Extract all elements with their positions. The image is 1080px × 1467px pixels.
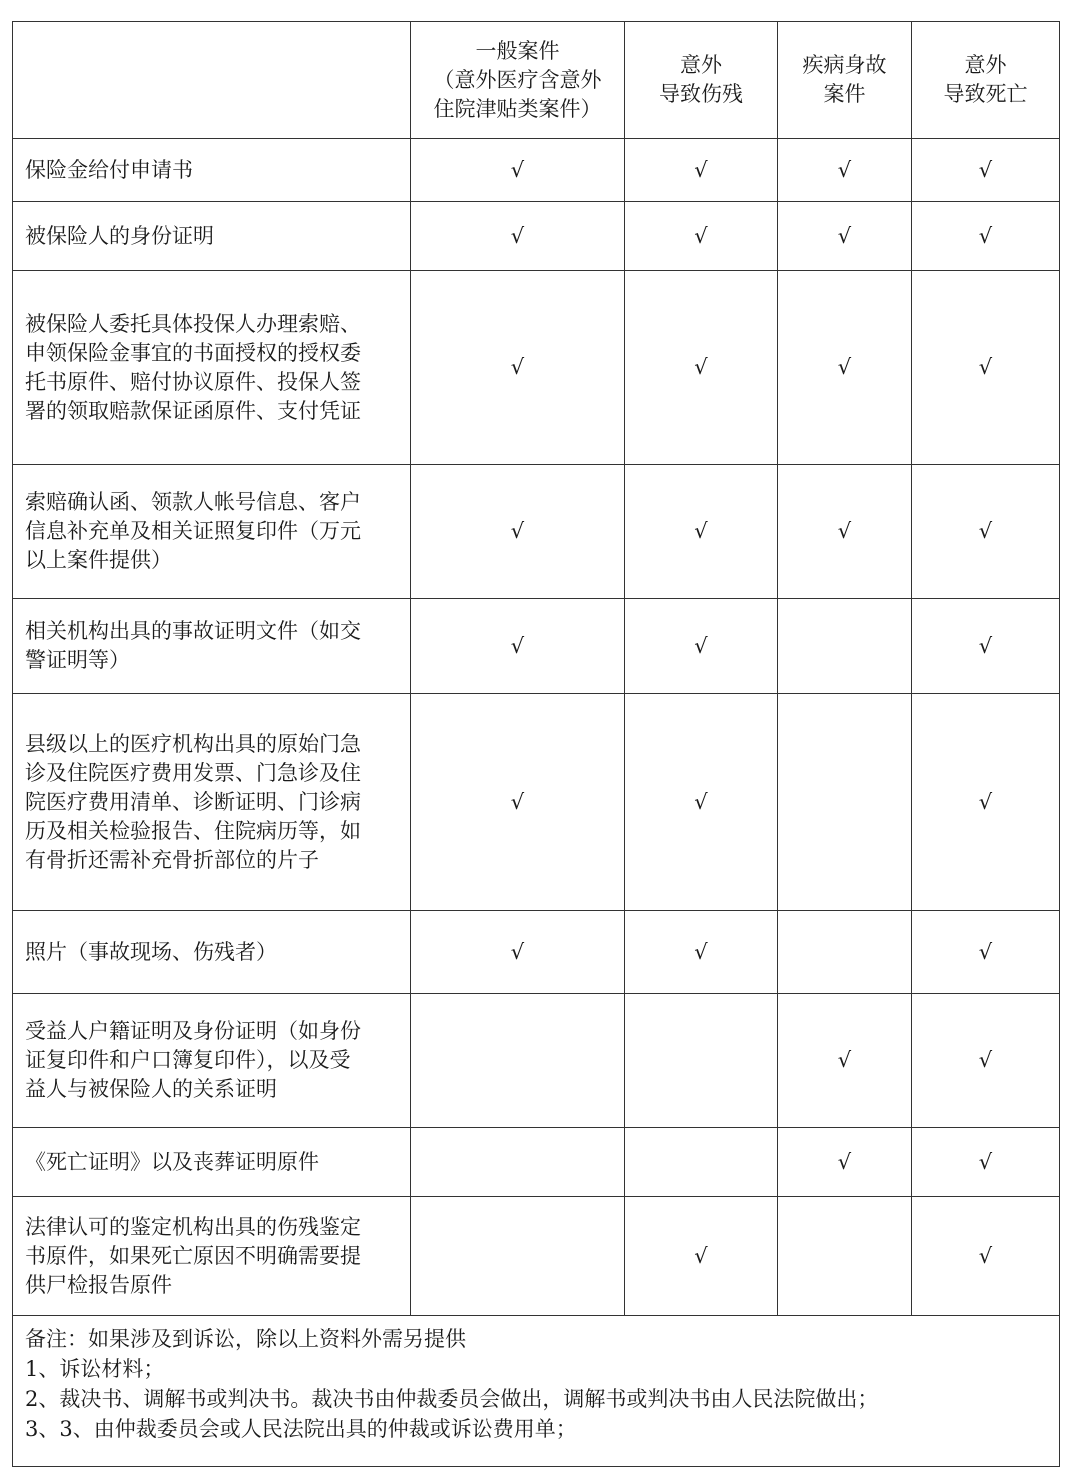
document-item-text: 《死亡证明》以及丧葬证明原件 — [25, 1149, 319, 1174]
document-item-cell — [13, 911, 411, 994]
document-item-text: 相关机构出具的事故证明文件（如交 — [25, 619, 361, 643]
document-item-text: 有骨折还需补充骨折部位的片子 — [25, 847, 319, 872]
mark-cell-illness-death — [778, 1128, 912, 1197]
check-mark-icon: √ — [978, 355, 993, 379]
check-mark-icon: √ — [510, 355, 525, 379]
document-item-cell — [13, 599, 411, 694]
mark-cell-accident-disability — [625, 911, 778, 994]
document-item-cell — [13, 465, 411, 599]
check-mark-icon: √ — [694, 939, 708, 964]
document-item-cell — [13, 202, 411, 271]
check-mark-icon: √ — [510, 519, 525, 543]
document-item-cell — [13, 271, 411, 465]
document-item-text: 照片（事故现场、伤残者） — [25, 939, 277, 964]
mark-cell-general-case — [411, 694, 625, 911]
table-row — [13, 694, 1060, 911]
header-line: 意外 — [680, 53, 722, 77]
check-mark-icon: √ — [694, 519, 708, 543]
document-item-text: 警证明等） — [25, 648, 130, 672]
header-line: 导致伤残 — [659, 82, 743, 106]
mark-cell-illness-death — [778, 994, 912, 1128]
check-mark-icon: √ — [978, 519, 993, 543]
table-row — [13, 1128, 1060, 1197]
check-mark-icon: √ — [837, 519, 852, 543]
table-row — [13, 271, 1060, 465]
mark-cell-general-case — [411, 271, 625, 465]
header-line: 案件 — [823, 82, 866, 106]
mark-cell-accident-death — [912, 271, 1060, 465]
mark-cell-accident-disability — [625, 202, 778, 271]
mark-cell-accident-disability — [625, 271, 778, 465]
document-item-text: 受益人户籍证明及身份证明（如身份 — [25, 1019, 361, 1043]
mark-cell-general-case — [411, 1197, 625, 1316]
header-accident-disability — [625, 22, 778, 139]
mark-cell-general-case — [411, 994, 625, 1128]
document-item-text: 信息补充单及相关证照复印件（万元 — [25, 519, 361, 543]
check-mark-icon: √ — [837, 355, 852, 379]
document-item-text: 益人与被保险人的关系证明 — [25, 1077, 277, 1101]
check-mark-icon: √ — [694, 1243, 708, 1268]
mark-cell-general-case — [411, 911, 625, 994]
mark-cell-general-case — [411, 202, 625, 271]
notes-heading: 备注：如果涉及到诉讼，除以上资料外需另提供 — [25, 1327, 466, 1351]
document-item-text: 诊及住院医疗费用发票、门急诊及住 — [25, 760, 361, 785]
header-general-case — [411, 22, 625, 139]
check-mark-icon: √ — [510, 633, 525, 658]
mark-cell-illness-death — [778, 465, 912, 599]
check-mark-icon: √ — [510, 789, 525, 814]
mark-cell-accident-death — [912, 139, 1060, 202]
mark-cell-accident-death — [912, 994, 1060, 1128]
mark-cell-general-case — [411, 599, 625, 694]
mark-cell-illness-death — [778, 911, 912, 994]
mark-cell-accident-disability — [625, 1197, 778, 1316]
check-mark-icon: √ — [978, 1243, 993, 1268]
check-mark-icon: √ — [978, 633, 993, 658]
header-illness-death — [778, 22, 912, 139]
document-item-text: 历及相关检验报告、住院病历等，如 — [25, 818, 361, 843]
document-item-text: 被保险人的身份证明 — [25, 223, 214, 248]
document-item-text: 院医疗费用清单、诊断证明、门诊病 — [25, 789, 361, 814]
header-line: 住院津贴类案件） — [433, 96, 602, 121]
mark-cell-accident-death — [912, 202, 1060, 271]
document-item-cell — [13, 1197, 411, 1316]
check-mark-icon: √ — [694, 223, 708, 248]
header-corner-cell — [13, 22, 411, 139]
mark-cell-accident-death — [912, 599, 1060, 694]
document-item-text: 被保险人委托具体投保人办理索赔、 — [25, 311, 361, 336]
mark-cell-accident-death — [912, 1128, 1060, 1197]
mark-cell-illness-death — [778, 202, 912, 271]
document-item-text: 署的领取赔款保证函原件、支付凭证 — [25, 398, 361, 423]
notes-row — [13, 1316, 1060, 1467]
check-mark-icon: √ — [694, 355, 708, 379]
check-mark-icon: √ — [837, 157, 852, 182]
document-item-text: 申领保险金事宜的书面授权的授权委 — [25, 340, 361, 365]
check-mark-icon: √ — [694, 789, 708, 814]
document-item-text: 证复印件和户口簿复印件），以及受 — [25, 1048, 351, 1072]
header-line: 一般案件 — [475, 38, 560, 63]
document-item-text: 县级以上的医疗机构出具的原始门急 — [25, 731, 361, 756]
document-item-text: 托书原件、赔付协议原件、投保人签 — [25, 369, 361, 394]
mark-cell-general-case — [411, 465, 625, 599]
mark-cell-illness-death — [778, 271, 912, 465]
check-mark-icon: √ — [978, 223, 993, 248]
table-row — [13, 139, 1060, 202]
mark-cell-illness-death — [778, 139, 912, 202]
table-row — [13, 599, 1060, 694]
check-mark-icon: √ — [837, 1048, 852, 1072]
check-mark-icon: √ — [978, 939, 993, 964]
check-mark-icon: √ — [837, 223, 852, 248]
note-item: 1、诉讼材料； — [25, 1357, 165, 1381]
check-mark-icon: √ — [510, 939, 525, 964]
check-mark-icon: √ — [978, 1149, 993, 1174]
header-accident-death — [912, 22, 1060, 139]
header-line: 导致死亡 — [943, 82, 1028, 106]
mark-cell-accident-disability — [625, 599, 778, 694]
document-item-cell — [13, 694, 411, 911]
header-line: （意外医疗含意外 — [433, 67, 602, 92]
document-item-text: 供尸检报告原件 — [25, 1272, 172, 1297]
mark-cell-illness-death — [778, 599, 912, 694]
mark-cell-accident-death — [912, 911, 1060, 994]
table-row — [13, 202, 1060, 271]
document-item-text: 书原件，如果死亡原因不明确需要提 — [25, 1243, 361, 1268]
notes-cell — [13, 1316, 1060, 1467]
document-item-cell — [13, 994, 411, 1128]
mark-cell-accident-disability — [625, 465, 778, 599]
mark-cell-general-case — [411, 1128, 625, 1197]
mark-cell-accident-death — [912, 694, 1060, 911]
mark-cell-accident-disability — [625, 1128, 778, 1197]
check-mark-icon: √ — [510, 157, 525, 182]
header-row — [13, 22, 1060, 139]
mark-cell-accident-death — [912, 1197, 1060, 1316]
check-mark-icon: √ — [978, 1048, 993, 1072]
table-row — [13, 465, 1060, 599]
header-line: 意外 — [964, 53, 1007, 77]
check-mark-icon: √ — [694, 157, 708, 182]
mark-cell-general-case — [411, 139, 625, 202]
check-mark-icon: √ — [837, 1149, 852, 1174]
note-item: 2、裁决书、调解书或判决书。裁决书由仲裁委员会做出，调解书或判决书由人民法院做出； — [25, 1387, 879, 1411]
document-item-cell — [13, 1128, 411, 1197]
document-item-text: 保险金给付申请书 — [25, 157, 193, 182]
document-item-text: 法律认可的鉴定机构出具的伤残鉴定 — [25, 1214, 361, 1239]
table-row — [13, 911, 1060, 994]
check-mark-icon: √ — [694, 633, 708, 658]
mark-cell-accident-disability — [625, 694, 778, 911]
header-line: 疾病身故 — [802, 53, 887, 77]
claim-documents-table — [12, 21, 1060, 1467]
document-item-cell — [13, 139, 411, 202]
check-mark-icon: √ — [978, 789, 993, 814]
mark-cell-accident-death — [912, 465, 1060, 599]
document-item-text: 以上案件提供） — [25, 548, 172, 572]
mark-cell-illness-death — [778, 1197, 912, 1316]
table-row — [13, 994, 1060, 1128]
document-item-text: 索赔确认函、领款人帐号信息、客户 — [25, 490, 361, 514]
table-row — [13, 1197, 1060, 1316]
mark-cell-accident-disability — [625, 139, 778, 202]
mark-cell-accident-disability — [625, 994, 778, 1128]
check-mark-icon: √ — [510, 223, 525, 248]
note-item: 3、3、由仲裁委员会或人民法院出具的仲裁或诉讼费用单； — [25, 1417, 577, 1441]
check-mark-icon: √ — [978, 157, 993, 182]
mark-cell-illness-death — [778, 694, 912, 911]
